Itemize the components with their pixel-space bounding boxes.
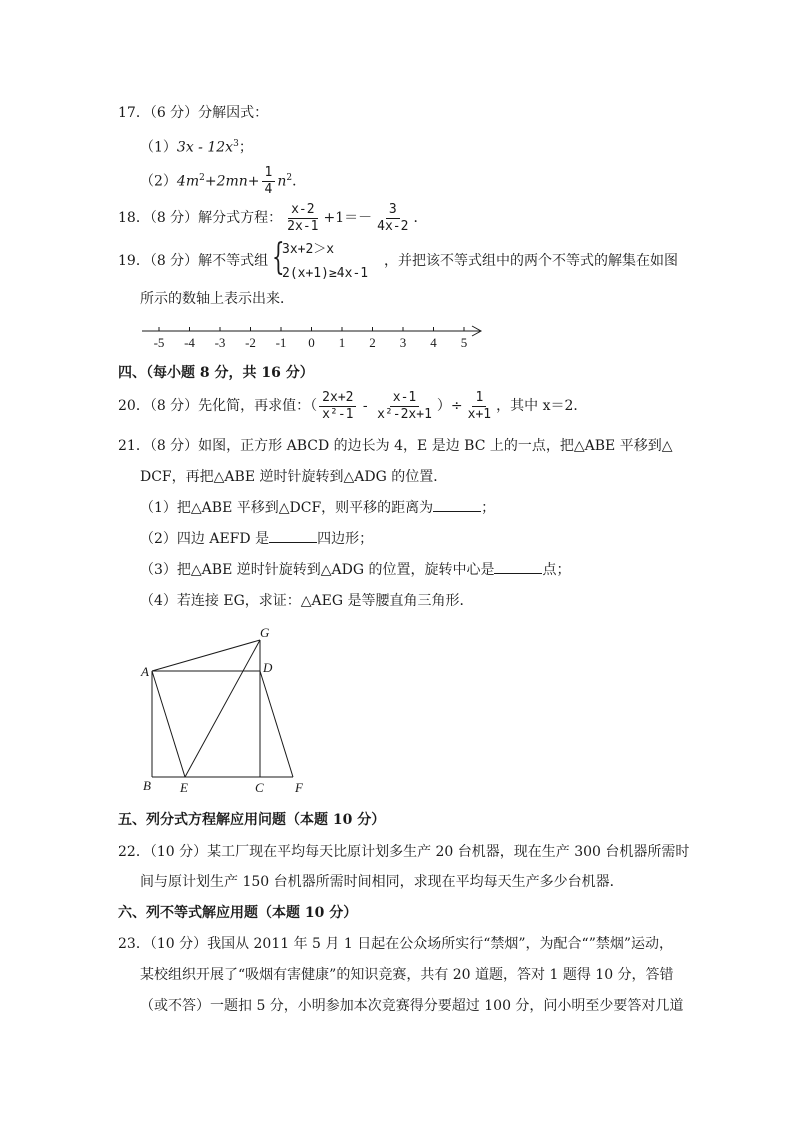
answer-blank[interactable] (494, 561, 542, 574)
fraction-one-quarter: $\frac{1}{4}$ (262, 165, 276, 198)
q21-part1: （1）把△ABE 平移到△DCF，则平移的距离为 ； (140, 500, 496, 516)
q17-heading: 17．（6 分）分解因式： (118, 105, 269, 121)
q22-line1: 22．（10 分）某工厂现在平均每天比原计划多生产 20 台机器，现在生产 300 台机器所需时 (118, 844, 690, 860)
label-B: B (143, 778, 151, 793)
axis-tick-label: 4 (430, 335, 437, 350)
number-axis (140, 320, 490, 352)
q17-part1: $(1)3x - 12x^3$； (140, 139, 253, 156)
axis-tick-label: 3 (399, 335, 407, 350)
q21-part2: （2）四边 AEFD 是 四边形； (140, 531, 374, 547)
label-E: E (180, 780, 188, 795)
label-G: G (260, 625, 270, 640)
axis-tick-label: -2 (245, 335, 256, 350)
answer-blank[interactable] (269, 530, 317, 543)
q18-fraction-left: $\frac{x-2}{2x-1}$ (287, 201, 319, 234)
q20-fraction-1: $\frac{2x+2}{\text{x²-1}}$ (319, 390, 356, 423)
q23-line3: （或不答）一题扣 5 分，小明参加本次竞赛得分要超过 100 分，问小明至少要答对几道 (140, 998, 684, 1014)
q21-part3: （3）把△ABE 逆时针旋转到△ADG 的位置，旋转中心是 点； (140, 562, 571, 578)
q19-tail: ，并把该不等式组中的两个不等式的解集在如图 (384, 253, 678, 269)
axis-tick-label: 5 (460, 335, 468, 350)
label-C: C (255, 780, 264, 795)
q23-line1: 23．（10 分）我国从 2011 年 5 月 1 日起在公众场所实行“禁烟”，为配合“”禁烟”运动， (118, 936, 674, 952)
q20-fraction-3: $\frac{1}{x+1}$ (467, 389, 492, 422)
q20-line: 20．（8 分）先化简，再求值：（ $\frac{2x+2}{\text{x²-1}}$ - $\frac{x-1}{\text{x²-2x+1}}$ ）÷ $\frac{1}{x+1}$ ，其中 x＝2． (118, 389, 588, 422)
q19-heading: 19．（8 分）解不等式组 (118, 253, 269, 269)
axis-tick-label: -4 (184, 335, 195, 350)
square-figure (135, 622, 315, 797)
q17-part2: $(2)4m^2+2mn+$ $\frac{1}{4}$ $n^2$． (140, 165, 307, 198)
q21-line2: DCF，再把△ABE 逆时针旋转到△ADG 的位置． (140, 469, 448, 485)
q21-part4: （4）若连接 EG，求证：△AEG 是等腰直角三角形． (140, 593, 474, 609)
axis-tick-label: -5 (153, 335, 165, 350)
q18-line: 18．（8 分）解分式方程： $\frac{x-2}{2x-1}$ +1＝－ $\frac{3}{4x-2}$ ． (118, 201, 428, 234)
axis-tick-label: 2 (369, 335, 376, 350)
q20-fraction-2: $\frac{x-1}{\text{x²-2x+1}}$ (377, 389, 432, 422)
section-5-heading: 五、列分式方程解应用问题（本题 10 分） (118, 812, 386, 828)
q19-inequality-1: 3x+2＞x (282, 242, 335, 257)
q19-inequality-2: 2(x+1)≥4x-1 (282, 266, 369, 281)
label-A: A (141, 664, 149, 679)
q20-heading: 20．（8 分）先化简，再求值：（ (118, 398, 318, 414)
q18-fraction-right: $\frac{3}{4x-2}$ (377, 201, 409, 234)
axis-tick-label: -3 (214, 335, 226, 350)
q21-line1: 21．（8 分）如图，正方形 ABCD 的边长为 4，E 是边 BC 上的一点，把△ABE 平移到△ (118, 438, 673, 454)
q19-brace: { (272, 237, 285, 278)
label-F: F (295, 780, 303, 795)
q18-heading: 18．（8 分）解分式方程： (118, 210, 283, 226)
axis-tick-label: -1 (275, 335, 287, 350)
answer-blank[interactable] (433, 499, 481, 512)
section-6-heading: 六、列不等式解应用题（本题 10 分） (118, 905, 358, 921)
segment-GE (185, 640, 260, 777)
q19-line2: 所示的数轴上表示出来． (140, 291, 294, 307)
label-D: D (263, 660, 273, 675)
axis-tick-label: 0 (308, 335, 315, 350)
segment-AE (152, 671, 185, 777)
section-4-heading: 四、（每小题 8 分，共 16 分） (118, 365, 314, 381)
q23-line2: 某校组织开展了“吸烟有害健康”的知识竞赛，共有 20 道题，答对 1 题得 10 分，答错 (140, 967, 674, 983)
q22-line2: 间与原计划生产 150 台机器所需时间相同，求现在平均每天生产多少台机器． (140, 874, 624, 890)
segment-AG (152, 640, 260, 671)
axis-tick-label: 1 (338, 335, 346, 350)
segment-DF (260, 671, 293, 777)
